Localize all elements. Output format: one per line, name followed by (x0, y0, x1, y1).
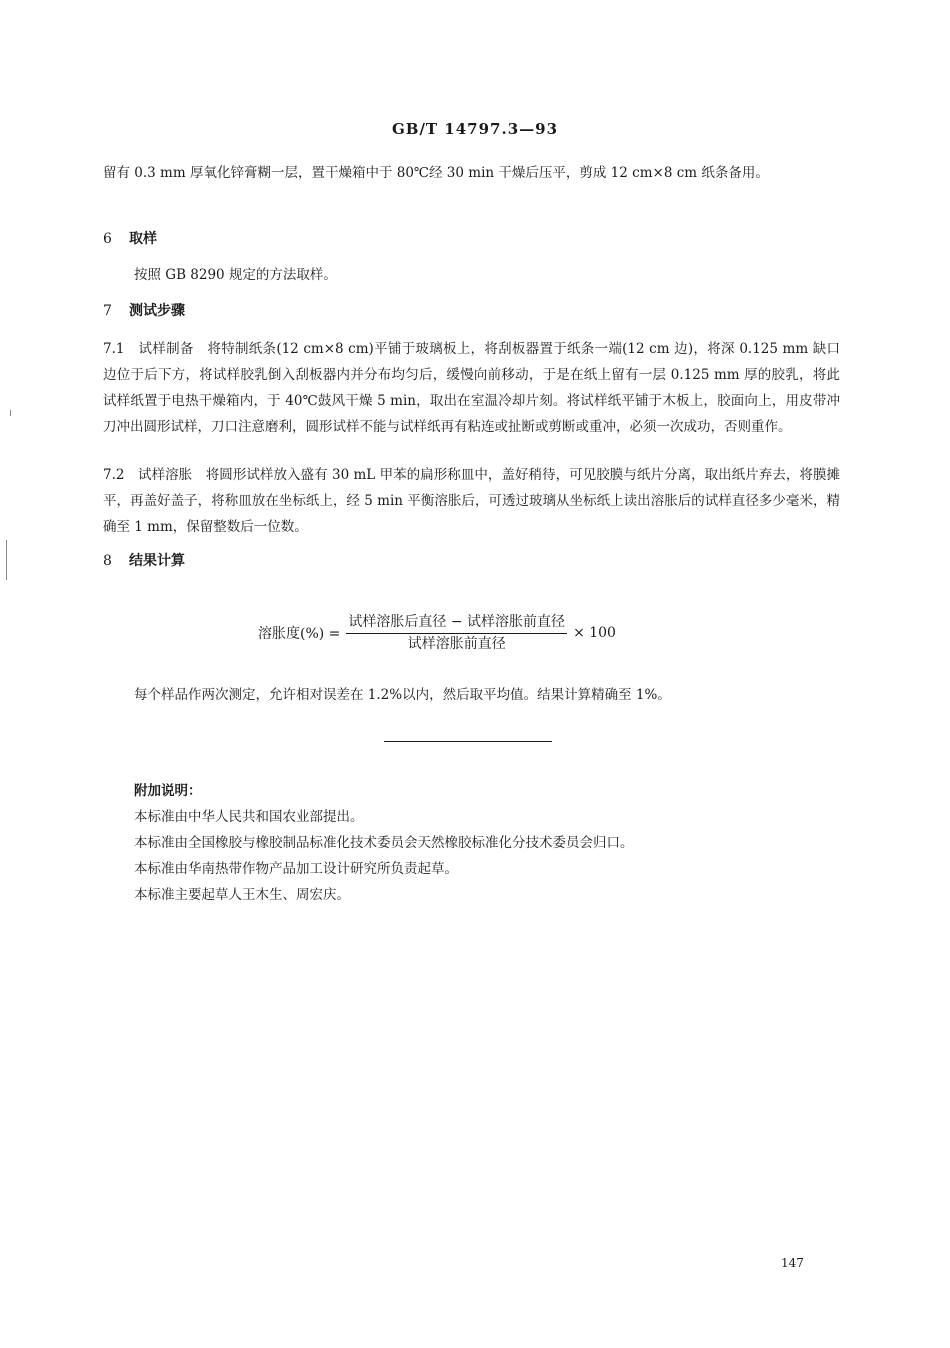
notes-title: 附加说明： (134, 783, 202, 799)
note-line: 本标准由华南热带作物产品加工设计研究所负责起草。 (134, 861, 458, 877)
note-line: 本标准主要起草人王木生、周宏庆。 (134, 887, 350, 903)
standard-code-header: GB/T 14797.3—93 (391, 120, 559, 138)
section-7-title: 测试步骤 (129, 303, 185, 319)
formula-fraction (346, 612, 567, 654)
section-7-1-paragraph: 7.1 试样制备 将特制纸条(12 cm×8 cm)平铺于玻璃板上，将刮板器置于纸条一端(12 cm 边)，将深 0.125 mm 缺口边位于后下方，将试样胶乳倒入刮板器内并分布均匀后，缓慢向前移动，于是在纸上留有一层 0.125 mm 厚的胶乳，将此试样纸置于电热干燥箱内，于 40℃鼓风干燥 5 min，取出在室温冷却片刻。将试样纸平铺于木板上，胶面向上，用皮带冲刀冲出圆形试样，刀口注意磨利，圆形试样不能与试样纸再有粘连或扯断或剪断或重冲，必须一次成功，否则重作。 (103, 341, 840, 435)
section-7-heading (103, 298, 185, 324)
formula-denominator: 试样溶胀前直径 (407, 636, 506, 652)
section-6-title: 取样 (129, 231, 157, 247)
note-line: 本标准由全国橡胶与橡胶制品标准化技术委员会天然橡胶标准化分技术委员会归口。 (134, 835, 634, 851)
formula-lhs: 溶胀度(%) = (258, 626, 341, 642)
section-8-number: 8 (103, 553, 112, 569)
page-number: 147 (781, 1256, 804, 1270)
scan-edge-mark (6, 540, 7, 580)
section-8-title: 结果计算 (129, 553, 185, 569)
section-7-2-paragraph: 7.2 试样溶胀 将圆形试样放入盛有 30 mL 甲苯的扁形称皿中，盖好稍待，可见胶膜与纸片分离，取出纸片弃去，将膜摊平，再盖好盖子，将称皿放在坐标纸上，经 5 min 平衡溶胀后，可透过玻璃从坐标纸上读出溶胀后的试样直径多少毫米，精确至 1 mm，保留整数后一位数。 (103, 467, 840, 535)
scan-edge-mark (10, 410, 11, 416)
intro-paragraph: 留有 0.3 mm 厚氧化锌膏糊一层，置干燥箱中于 80℃经 30 min 干燥后压平，剪成 12 cm×8 cm 纸条备用。 (103, 165, 769, 181)
formula-multiplier: × 100 (573, 625, 616, 641)
section-8-text: 每个样品作两次测定，允许相对误差在 1.2%以内，然后取平均值。结果计算精确至 1%。 (134, 687, 671, 703)
section-8-heading (103, 548, 185, 574)
end-divider (384, 741, 552, 742)
formula-numerator: 试样溶胀后直径 − 试样溶胀前直径 (346, 612, 567, 634)
note-line: 本标准由中华人民共和国农业部提出。 (134, 809, 364, 825)
section-7-number: 7 (103, 303, 112, 319)
swelling-formula (258, 612, 616, 654)
section-6-text: 按照 GB 8290 规定的方法取样。 (134, 267, 337, 283)
section-6-number: 6 (103, 231, 112, 247)
section-6-heading (103, 226, 157, 252)
